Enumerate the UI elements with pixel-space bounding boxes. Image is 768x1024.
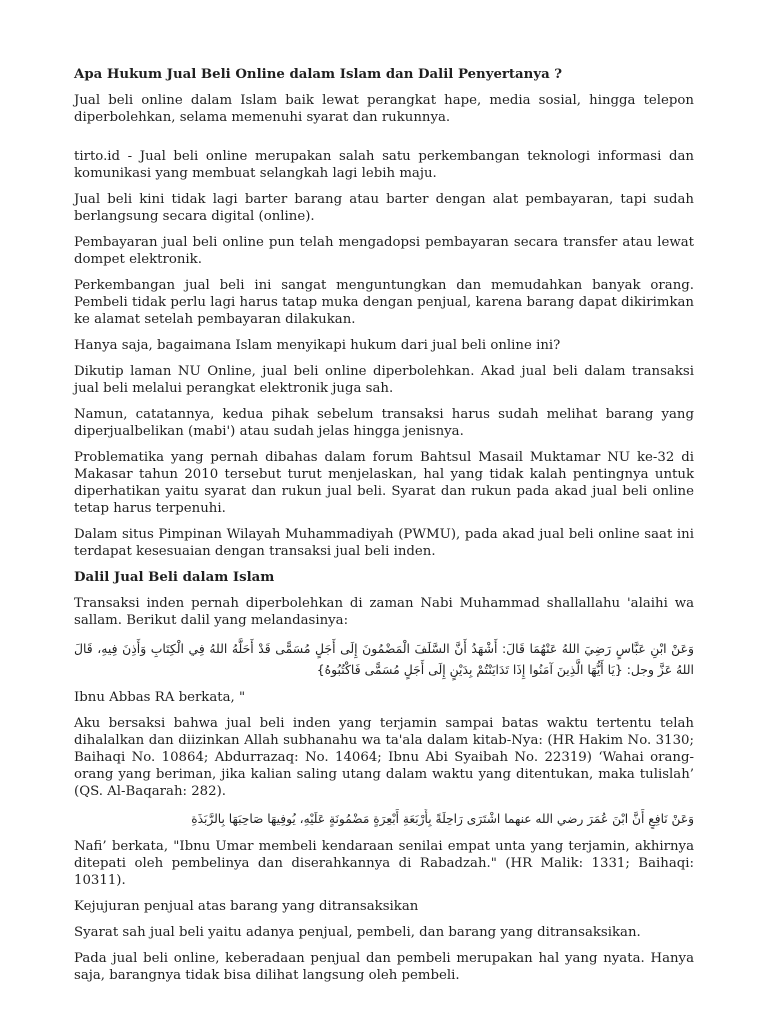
paragraph: Pada jual beli online, keberadaan penjual dan pembeli merupakan hal yang nyata. Hanya saja, barangnya tidak bisa dilihat langsung oleh pembeli. — [74, 951, 694, 983]
paragraph: Namun, catatannya, kedua pihak sebelum transaksi harus sudah melihat barang yang diperjualbelikan (mabi') atau sudah jelas hingga jenisnya. — [74, 407, 694, 439]
hadith-translation-1: Aku bersaksi bahwa jual beli inden yang terjamin sampai batas waktu tertentu telah dihalalkan dan diizinkan Allah subhanahu wa ta'ala dalam kitab-Nya: (HR Hakim No. 3130; Baihaqi No. 10864; Abdurrazaq: No. 14064; Ibnu Abi Syaibah No. 22319) ‘Wahai orang-orang yang beriman, jika kalian saling utang dalam waktu yang ditentukan, maka tulislah’ (QS. Al-Baqarah: 282). — [74, 716, 694, 799]
paragraph: Kejujuran penjual atas barang yang ditransaksikan — [74, 899, 419, 914]
paragraph-lead: Jual beli online dalam Islam baik lewat perangkat hape, media sosial, hingga telepon diperbolehkan, selama memenuhi syarat dan rukunnya. — [74, 93, 694, 125]
paragraph: Dalam situs Pimpinan Wilayah Muhammadiyah (PWMU), pada akad jual beli online saat ini terdapat kesesuaian dengan transaksi jual beli inden. — [74, 527, 694, 559]
section-heading: Dalil Jual Beli dalam Islam — [74, 570, 275, 585]
paragraph: Problematika yang pernah dibahas dalam forum Bahtsul Masail Muktamar NU ke-32 di Makasar tahun 2010 tersebut turut menjelaskan, hal yang tidak kalah pentingnya untuk diperhatikan yaitu syarat dan rukun jual beli. Syarat dan rukun pada akad jual beli online tetap harus terpenuhi. — [74, 450, 694, 516]
arabic-hadith-1: وَعَنْ ابْنِ عَبَّاسٍ رَضِيَ اللهُ عَنْهُمَا قَالَ: أَشْهَدُ أَنَّ السَّلَفَ الْمَضْمُونَ إِلَى أَجَلٍ مُسَمًّى قَدْ أَحَلَّهُ اللهُ فِي الْكِتَابِ وَأَذِنَ فِيهِ، قَالَ اللهُ عَزَّ وجل: {يَا أَيُّهَا الَّذِينَ آمَنُوا إِذَا تَدَايَنْتُمْ بِدَيْنٍ إِلَى أَجَلٍ مُسَمًّى فَاكْتُبُوهُ} — [74, 641, 694, 677]
paragraph: Jual beli kini tidak lagi barter barang atau barter dengan alat pembayaran, tapi sudah berlangsung secara digital (online). — [74, 192, 694, 224]
ibnu-abbas-line: Ibnu Abbas RA berkata, " — [74, 690, 246, 705]
paragraph: Syarat sah jual beli yaitu adanya penjual, pembeli, dan barang yang ditransaksikan. — [74, 925, 641, 940]
section-intro: Transaksi inden pernah diperbolehkan di zaman Nabi Muhammad shallallahu 'alaihi wa sallam. Berikut dalil yang melandasinya: — [74, 596, 694, 628]
arabic-hadith-2: وَعَنْ نَافِعٍ أَنَّ ابْنَ عُمَرَ رضي الله عنهما اشْتَرَى رَاحِلَةً بِأَرْبَعَةِ أَبْعِرَةٍ مَضْمُونَةٍ عَلَيْهِ، يُوفِيهَا صَاحِبَهَا بِالرَّبَذَةِ — [191, 812, 694, 826]
hadith-translation-2: Nafi’ berkata, "Ibnu Umar membeli kendaraan senilai empat unta yang terjamin, akhirnya ditepati oleh pembelinya dan diserahkannya di Rabadzah." (HR Malik: 1331; Baihaqi: 10311). — [74, 839, 694, 888]
document-page — [74, 66, 694, 993]
paragraph: Hanya saja, bagaimana Islam menyikapi hukum dari jual beli online ini? — [74, 338, 561, 353]
paragraph: tirto.id - Jual beli online merupakan salah satu perkembangan teknologi informasi dan komunikasi yang membuat selangkah lagi lebih maju. — [74, 149, 694, 181]
paragraph: Dikutip laman NU Online, jual beli online diperbolehkan. Akad jual beli dalam transaksi jual beli melalui perangkat elektronik juga sah. — [74, 364, 694, 396]
paragraph: Perkembangan jual beli ini sangat menguntungkan dan memudahkan banyak orang. Pembeli tidak perlu lagi harus tatap muka dengan penjual, karena barang dapat dikirimkan ke alamat setelah pembayaran dilakukan. — [74, 278, 694, 327]
paragraph: Pembayaran jual beli online pun telah mengadopsi pembayaran secara transfer atau lewat dompet elektronik. — [74, 235, 694, 267]
article-title: Apa Hukum Jual Beli Online dalam Islam dan Dalil Penyertanya ? — [74, 67, 563, 82]
